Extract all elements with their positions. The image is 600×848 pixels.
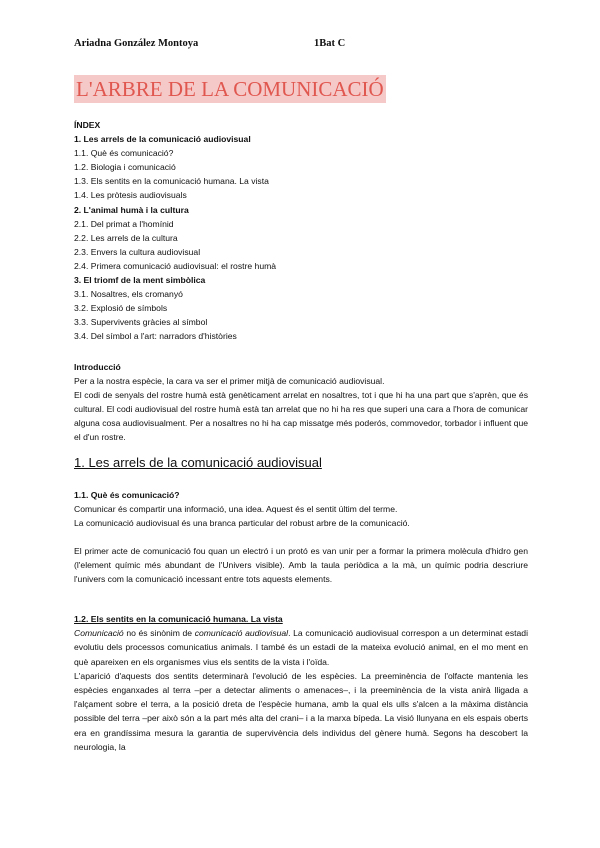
index-subsection-item: 1.4. Les pròtesis audiovisuals (74, 190, 187, 201)
class-label: 1Bat C (314, 38, 346, 49)
index-section-item: 2. L'animal humà i la cultura (74, 204, 189, 215)
subsection-1-2-p2: L'aparició d'aquests dos sentits determinarà l'evolució de les espècies. La preeminència de l'olfacte mantenia les espècies enganxades al terra –per a detectar aliments o amenaces–, i la preeminència de la vista anirà lligada a l'alçament sobre el terra, a la posició dreta de l'espècie humana, amb la qual els ulls s'alcen a la màxima distància possible del terra –per això són a la part més alta del crani– i a la marxa bípeda. La visió llunyana en els espais oberts era en grandíssima mesura la garantia de supervivència dels individus del gènere humà. Segons ha descobert la neurologia, la (74, 670, 528, 752)
index-section-item: 1. Les arrels de la comunicació audiovisual (74, 134, 251, 145)
index-subsection-item: 2.1. Del primat a l'homínid (74, 218, 174, 229)
index-subsection-item: 3.2. Explosió de símbols (74, 303, 168, 314)
index-subsection-item: 3.1. Nosaltres, els cromanyó (74, 289, 183, 300)
index-subsection-item: 3.4. Del símbol a l'art: narradors d'històries (74, 331, 237, 342)
table-of-contents (74, 118, 276, 344)
subsection-1-2 (74, 612, 528, 754)
document-title: L'ARBRE DE LA COMUNICACIÓ (76, 77, 384, 101)
subsection-1-1-continued (74, 544, 528, 587)
subsection-1-1-p3: El primer acte de comunicació fou quan un electró i un protó es van unir per a formar la primera molècula d'hidro gen (l'element químic més abundant de l'Univers visible). Amb la taula periòdica a la mà, un químic podria descriure l'univers com la comunicació incessant entre tots aquests elements. (74, 546, 528, 585)
index-heading: ÍNDEX (74, 120, 101, 130)
index-subsection-item: 1.1. Què és comunicació? (74, 148, 174, 159)
intro-paragraph-2: El codi de senyals del rostre humà està genèticament arrelat en nosaltres, tot i que hi ha una part que s'aprèn, que és cultural. El codi audiovisual del rostre humà està tan arrelat que no hi ha res que superi una cara a l'hora de comunicar alguna cosa audiovisualment. Per a nosaltres no hi ha cap missatge més poderós, commovedor, torbador i influent que el d'un rostre. (74, 390, 528, 442)
subsection-1-2-p1 (74, 626, 528, 669)
subsection-1-2-heading: 1.2. Els sentits en la comunicació humana. La vista (74, 614, 283, 624)
index-subsection-item: 1.3. Els sentits en la comunicació humana. La vista (74, 176, 269, 187)
subsection-1-1-heading: 1.1. Què és comunicació? (74, 490, 180, 500)
index-subsection-item: 3.3. Supervivents gràcies al símbol (74, 317, 208, 328)
index-subsection-item: 2.2. Les arrels de la cultura (74, 232, 178, 243)
index-subsection-item: 2.3. Envers la cultura audiovisual (74, 246, 201, 257)
subsection-1-1 (74, 488, 528, 531)
term-comunicacio: Comunicació (74, 628, 124, 639)
index-list (74, 132, 276, 343)
subsection-1-2-p1-rest: . La comunicació audiovisual correspon a un determinat estadi evolutiu dels processos comunicatius animals. I també és un estadi de la mateixa evolució animal, en el mo ment en què apareixen en els organismes vius els sentits de la vista i l'oïda. (74, 628, 528, 667)
section-1-title: 1. Les arrels de la comunicació audiovisual (74, 455, 322, 470)
index-subsection-item: 1.2. Biologia i comunicació (74, 162, 176, 173)
intro-paragraph-1: Per a la nostra espècie, la cara va ser el primer mitjà de comunicació audiovisual. (74, 376, 385, 386)
introduction (74, 360, 528, 444)
author-name: Ariadna González Montoya (74, 38, 199, 49)
connector-text: no és sinònim de (123, 628, 195, 639)
intro-heading: Introducció (74, 362, 121, 372)
term-comunicacio-audiovisual: comunicació audiovisual (194, 628, 289, 639)
subsection-1-1-p2: La comunicació audiovisual és una branca particular del robust arbre de la comunicació. (74, 518, 410, 529)
index-subsection-item: 2.4. Primera comunicació audiovisual: el rostre humà (74, 260, 277, 271)
subsection-1-1-p1: Comunicar és compartir una informació, una idea. Aquest és el sentit últim del terme. (74, 504, 398, 515)
index-section-item: 3. El triomf de la ment simbòlica (74, 275, 206, 286)
